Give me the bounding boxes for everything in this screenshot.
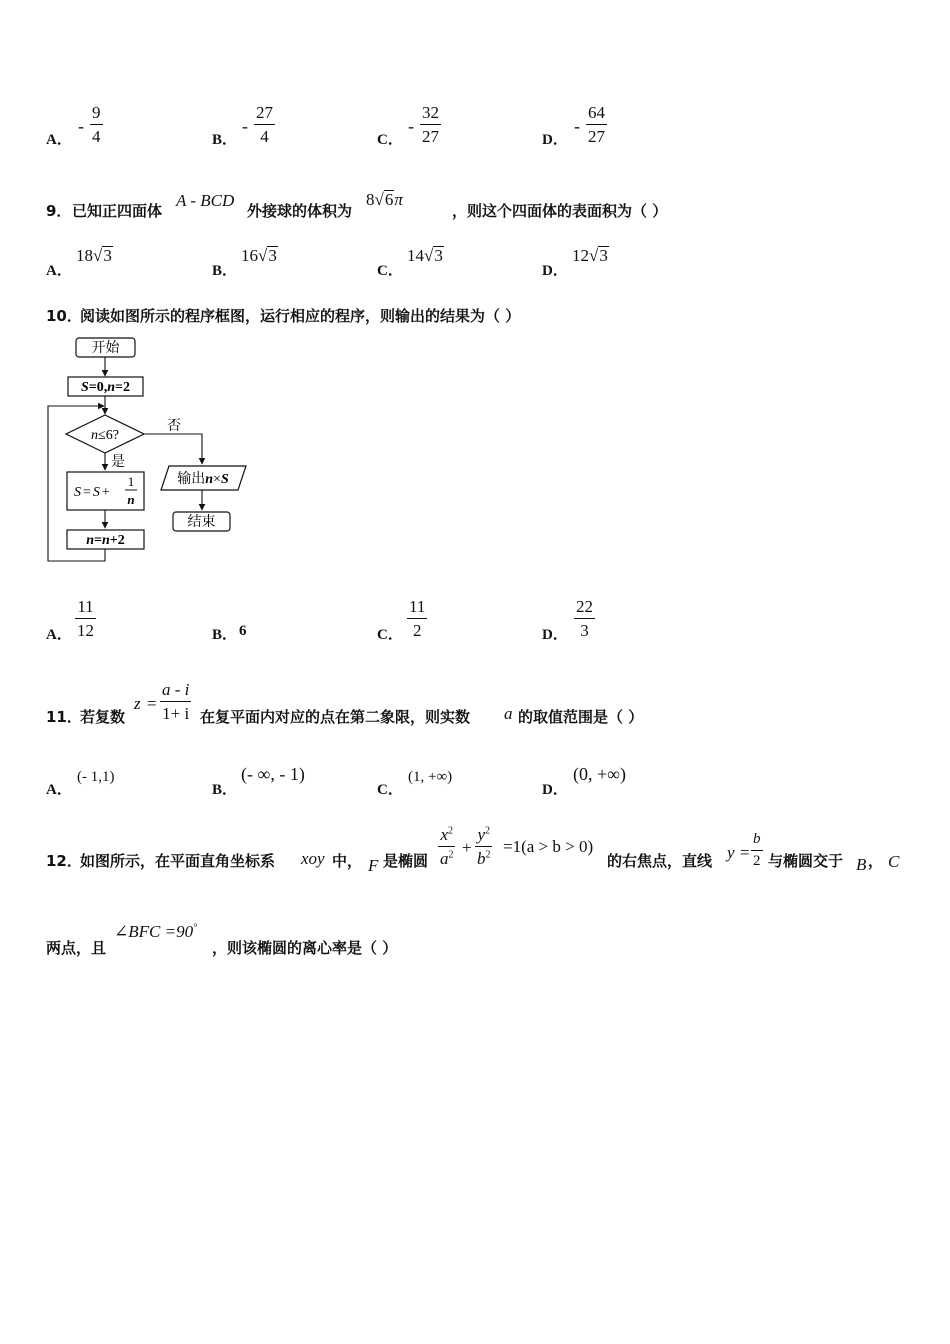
option-label: C．: [377, 132, 403, 148]
ellipse-equation-rest: =1(a > b > 0): [503, 837, 594, 856]
option-label: D．: [542, 263, 568, 279]
math-y: y: [727, 843, 735, 862]
math-B: B: [856, 855, 867, 874]
radical-expression: 16√3: [241, 246, 277, 265]
option-value: 6: [239, 623, 247, 639]
question-9-stem: [46, 190, 926, 220]
assign-label: S = S +: [74, 485, 110, 500]
fraction: $\frac{32}{27}$: [422, 103, 439, 146]
option-label: C．: [377, 263, 403, 279]
question-text: 是椭圆: [383, 852, 429, 870]
math-tetrahedron: A - BCD: [176, 191, 235, 210]
math-a: a: [504, 704, 513, 723]
fraction: $\frac{64}{27}$: [588, 103, 605, 146]
fraction: $\frac{22}{3}$: [576, 597, 593, 640]
minus-sign: -: [242, 116, 248, 136]
assign-fraction-num: 1: [127, 474, 135, 489]
question-number: 9．: [46, 202, 72, 220]
option-label: A．: [46, 627, 72, 643]
end-label: 结束: [187, 514, 216, 530]
option-label: B．: [212, 132, 238, 148]
option-label: D．: [542, 132, 568, 148]
radical-expression: 12√3: [572, 246, 608, 265]
question-text: ，: [868, 852, 884, 870]
math-equals: =: [147, 694, 157, 713]
fraction: $\frac{9}{4}$: [92, 103, 101, 146]
question-number: 11．: [46, 708, 82, 726]
init-label: S=0,n=2: [80, 380, 131, 395]
option-label: D．: [542, 627, 568, 643]
question-text: 的右焦点，直线: [607, 852, 713, 870]
radical-expression: 18√3: [76, 246, 112, 265]
math-F: F: [368, 856, 379, 875]
plus-sign: +: [462, 838, 472, 857]
interval: (0, +∞): [573, 764, 626, 784]
assign-fraction-den: n: [127, 492, 135, 507]
question-12-stem: [46, 822, 926, 882]
minus-sign: -: [78, 116, 84, 136]
question-text: ，则该椭圆的离心率是（ ）: [212, 939, 398, 957]
question-number: 10．: [46, 307, 82, 325]
no-label: 否: [167, 418, 181, 434]
question-text: 外接球的体积为: [247, 202, 353, 220]
output-label: 输出n×S: [177, 471, 229, 487]
question-11-stem: [46, 680, 926, 730]
option-label: C．: [377, 627, 403, 643]
question-text: 在复平面内对应的点在第二象限，则实数: [200, 708, 471, 726]
question-text: ，则这个四面体的表面积为（ ）: [452, 202, 668, 220]
question-text: 若复数: [80, 708, 126, 726]
radical-expression: 14√3: [407, 246, 443, 265]
math-z: z: [134, 694, 141, 713]
fraction-x2: $\frac{x^2}{a^2}$: [440, 825, 454, 868]
math-xoy: xoy: [301, 849, 325, 868]
question-number: 12．: [46, 852, 82, 870]
program-flowchart: [40, 333, 260, 568]
option-label: D．: [542, 782, 568, 798]
question-text: 如图所示，在平面直角坐标系: [80, 852, 276, 870]
interval: (- ∞, - 1): [241, 764, 305, 784]
fraction-y2: $\frac{y^2}{b^2}$: [477, 825, 491, 868]
minus-sign: -: [408, 116, 414, 136]
interval: (- 1,1): [77, 769, 115, 785]
option-label: B．: [212, 782, 238, 798]
fraction-b-over-2: $\frac{b}{2}$: [753, 831, 761, 869]
option-label: A．: [46, 782, 72, 798]
question-text: 中，: [332, 852, 363, 870]
question-text: 阅读如图所示的程序框图，运行相应的程序，则输出的结果为（ ）: [80, 307, 521, 325]
condition-label: n≤6?: [91, 428, 119, 443]
minus-sign: -: [574, 116, 580, 136]
option-label: A．: [46, 132, 72, 148]
question-text: 已知正四面体: [72, 202, 163, 220]
option-label: B．: [212, 627, 238, 643]
math-C: C: [888, 852, 900, 871]
math-volume: 8√6π: [366, 190, 403, 209]
interval: (1, +∞): [408, 769, 453, 785]
option-label: C．: [377, 782, 403, 798]
start-label: 开始: [91, 340, 120, 356]
fraction-z: $\frac{a - i}{1+ i}$: [162, 680, 190, 723]
no-branch-arrow: [144, 434, 202, 464]
question-text: 两点，且: [46, 939, 107, 957]
question-text: 与椭圆交于: [768, 852, 844, 870]
option-label: A．: [46, 263, 72, 279]
math-angle-bfc: ∠BFC =90°: [114, 922, 198, 941]
question-text: 的取值范围是（ ）: [518, 708, 644, 726]
fraction: $\frac{11}{12}$: [77, 597, 94, 640]
increment-label: n=n+2: [86, 533, 125, 548]
math-equals: =: [740, 843, 750, 862]
fraction: $\frac{11}{2}$: [409, 597, 426, 640]
question-12-line2: [46, 920, 926, 960]
fraction: $\frac{27}{4}$: [256, 103, 273, 146]
yes-label: 是: [111, 454, 125, 470]
option-label: B．: [212, 263, 238, 279]
